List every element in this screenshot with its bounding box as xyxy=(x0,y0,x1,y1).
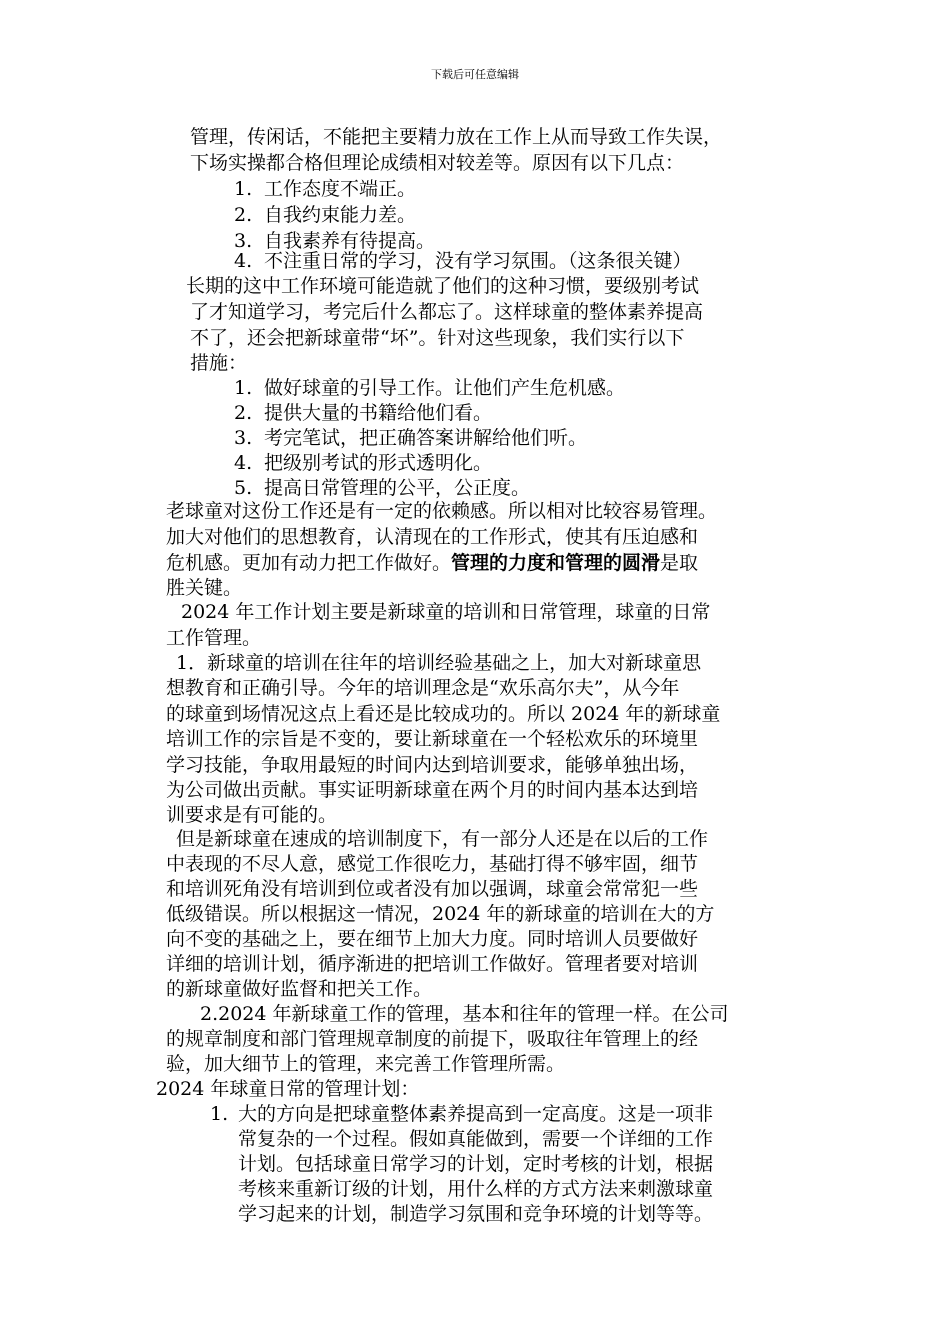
list-number: 1. xyxy=(234,178,253,200)
paragraph-line: 管理，传闲话，不能把主要精力放在工作上从而导致工作失误， xyxy=(190,126,723,148)
list-item-line: 考核来重新订级的计划，用什么样的方式方法来刺激球童 xyxy=(238,1178,714,1200)
paragraph-line: 1．新球童的培训在往年的培训经验基础之上，加大对新球童思 xyxy=(176,652,702,674)
list-item-line: 大的方向是把球童整体素养提高到一定高度。这是一项非 xyxy=(238,1103,714,1125)
paragraph-line: 措施： xyxy=(190,352,248,374)
list-number: 4. xyxy=(234,452,253,474)
paragraph-line: 的规章制度和部门管理规章制度的前提下，吸取往年管理上的经 xyxy=(166,1028,699,1050)
paragraph-line: 为公司做出贡献。事实证明新球童在两个月的时间内基本达到培 xyxy=(166,779,699,801)
paragraph-line: 的球童到场情况这点上看还是比较成功的。所以 2024 年的新球童 xyxy=(166,703,721,725)
list-number: 3. xyxy=(234,230,253,252)
paragraph-line: 的新球童做好监督和把关工作。 xyxy=(166,978,433,1000)
paragraph-line: 但是新球童在速成的培训制度下，有一部分人还是在以后的工作 xyxy=(176,828,709,850)
paragraph-line: 工作管理。 xyxy=(166,627,262,649)
paragraph-line: 不了，还会把新球童带“坏”。针对这些现象，我们实行以下 xyxy=(190,327,685,349)
paragraph-line: 低级错误。所以根据这一情况，2024 年的新球童的培训在大的方 xyxy=(166,903,715,925)
paragraph-line xyxy=(166,550,698,576)
page-header: 下载后可任意编辑 xyxy=(431,68,519,81)
paragraph-line: 向不变的基础之上，要在细节上加大力度。同时培训人员要做好 xyxy=(166,928,699,950)
paragraph-line: 详细的培训计划，循序渐进的把培训工作做好。管理者要对培训 xyxy=(166,953,699,975)
list-number: 1. xyxy=(234,377,253,399)
list-item: 工作态度不端正。 xyxy=(264,178,417,200)
paragraph-line: 2024 年工作计划主要是新球童的培训和日常管理，球童的日常 xyxy=(181,601,711,623)
paragraph-line: 长期的这中工作环境可能造就了他们的这种习惯，要级别考试 xyxy=(186,275,700,297)
paragraph-line: 胜关键。 xyxy=(166,577,243,599)
list-item: 做好球童的引导工作。让他们产生危机感。 xyxy=(264,377,626,399)
list-number: 2. xyxy=(234,204,253,226)
paragraph-line: 培训工作的宗旨是不变的，要让新球童在一个轻松欢乐的环境里 xyxy=(166,728,699,750)
list-number: 4. xyxy=(234,250,253,272)
text-segment: 是取 xyxy=(660,552,699,574)
paragraph-line: 训要求是有可能的。 xyxy=(166,804,338,826)
paragraph-line: 验，加大细节上的管理，来完善工作管理所需。 xyxy=(166,1053,566,1075)
paragraph-line: 想教育和正确引导。今年的培训理念是“欢乐高尔夫”，从今年 xyxy=(166,677,680,699)
list-item: 自我约束能力差。 xyxy=(264,204,417,226)
paragraph-line: 下场实操都合格但理论成绩相对较差等。原因有以下几点： xyxy=(190,152,685,174)
list-item-line: 常复杂的一个过程。假如真能做到，需要一个详细的工作 xyxy=(238,1128,714,1150)
list-number: 2. xyxy=(234,402,253,424)
list-number: 5. xyxy=(234,477,253,499)
paragraph-line: 了才知道学习，考完后什么都忘了。这样球童的整体素养提高 xyxy=(190,301,704,323)
list-number: 1. xyxy=(210,1103,229,1125)
text-segment: 危机感。更加有动力把工作做好。 xyxy=(166,552,452,574)
list-item-line: 学习起来的计划，制造学习氛围和竞争环境的计划等等。 xyxy=(238,1203,714,1225)
paragraph-line: 2.2024 年新球童工作的管理，基本和往年的管理一样。在公司 xyxy=(200,1003,729,1025)
list-item: 提供大量的书籍给他们看。 xyxy=(264,402,493,424)
paragraph-line: 中表现的不尽人意，感觉工作很吃力，基础打得不够牢固，细节 xyxy=(166,853,699,875)
paragraph-line: 加大对他们的思想教育，认清现在的工作形式，使其有压迫感和 xyxy=(166,526,699,548)
list-item: 不注重日常的学习，没有学习氛围。（这条很关键） xyxy=(264,250,692,272)
section-heading: 2024 年球童日常的管理计划： xyxy=(156,1078,420,1100)
list-item: 把级别考试的形式透明化。 xyxy=(264,452,493,474)
list-item: 考完笔试，把正确答案讲解给他们听。 xyxy=(264,427,588,449)
paragraph-line: 老球童对这份工作还是有一定的依赖感。所以相对比较容易管理。 xyxy=(166,500,718,522)
paragraph-line: 学习技能，争取用最短的时间内达到培训要求，能够单独出场， xyxy=(166,754,699,776)
bold-emphasis: 管理的力度和管理的圆滑 xyxy=(451,552,661,574)
list-number: 3. xyxy=(234,427,253,449)
list-item: 提高日常管理的公平，公正度。 xyxy=(264,477,531,499)
list-item: 自我素养有待提高。 xyxy=(264,230,436,252)
list-item-line: 计划。包括球童日常学习的计划，定时考核的计划，根据 xyxy=(238,1153,714,1175)
paragraph-line: 和培训死角没有培训到位或者没有加以强调，球童会常常犯一些 xyxy=(166,878,699,900)
